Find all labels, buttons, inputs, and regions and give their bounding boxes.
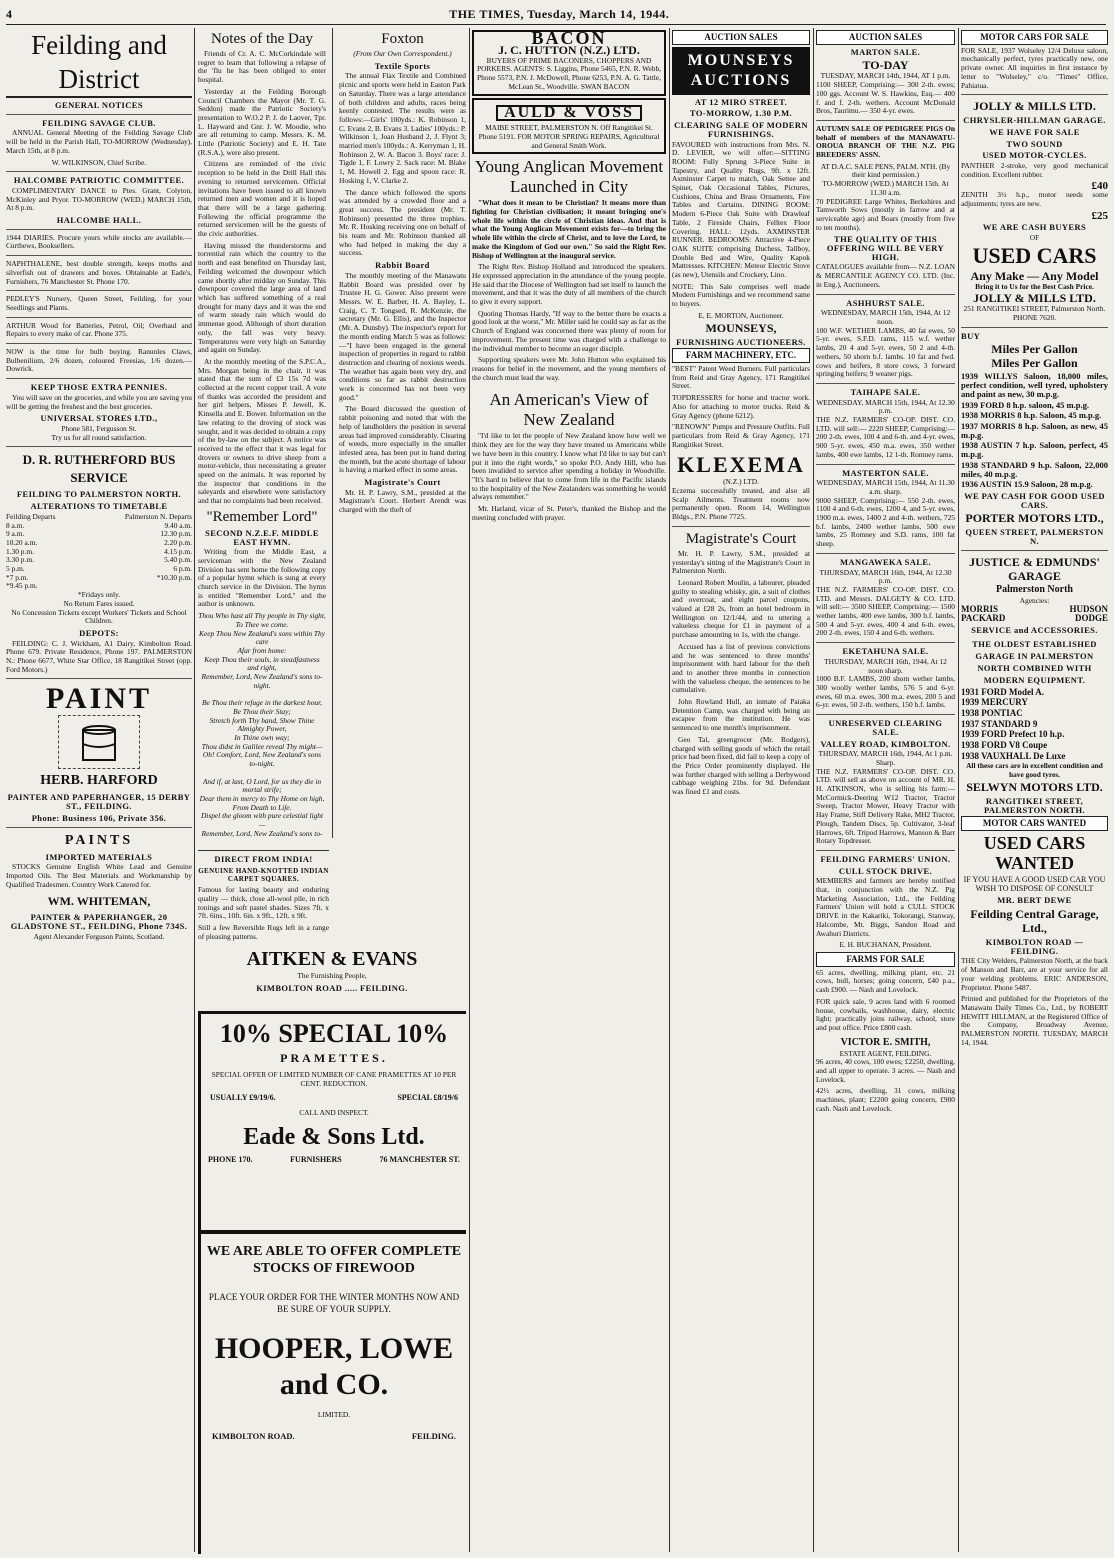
mounseys-logo: MOUNSEYS AUCTIONS	[687, 51, 795, 89]
selwyn-motors: SELWYN MOTORS LTD.	[966, 779, 1103, 794]
bus-timetable-row: 1.30 p.m. 4.15 p.m.	[6, 546, 192, 556]
two-sound: TWO SOUND	[1006, 138, 1063, 149]
we-have-for-sale: WE HAVE FOR SALE	[989, 126, 1080, 137]
taihape-body: THE N.Z. FARMERS' CO-OP. DIST. CO. LTD. will sell:— 2220 SHEEP, Comprising:— 200 2-th. ewes, 100 4 and 6-th. and 4-yr. ewes, 900 5-yr. ewes, 450 m.a. ewes, 350 wether lambs, 400 ewe lambs, 12 1-th. Romney rams.	[816, 415, 955, 459]
hooper-name: HOOPER, LOWE and CO.	[214, 1332, 454, 1401]
of-word: OF	[1029, 232, 1040, 242]
special-call: CALL AND INSPECT.	[299, 1108, 369, 1118]
mounseys-clearing: CLEARING SALE OF MODERN FURNISHINGS.	[674, 120, 808, 139]
herb-phone: Phone: Business 106, Private 356.	[31, 812, 167, 823]
union-body: MEMBERS and farmers are hereby notified that, in conjunction with the N.Z. Pig Marketing Association, Ltd., the Feilding Farmers' Union will hold a CULL STOCK DRIVE in the Kakariki, Tokorangi, Stanway, Halcombe, Mt. Biggs, Sandon Road and Awahuri Districts.	[816, 876, 955, 938]
farm-ad: "RENOWN" Pumps and Pressure Outfits. Full particulars from Reid & Gray Agency, 171 Rangitikei Street.	[672, 422, 810, 449]
farms-for-sale-header: FARMS FOR SALE	[816, 952, 955, 967]
used-car-item: 1938 VAUXHALL De Luxe	[961, 750, 1066, 761]
bus-depots: DEPOTS:	[79, 627, 119, 638]
naphthalene-notice: NAPHTHALENE, best double strength, keeps moths and silverfish out of drawers and boxes. Obtainable at Eade's, Furnishers, 76 Manchester St. Phone 170.	[6, 259, 192, 286]
eketahuna-date: THURSDAY, MARCH 16th, 1944, At 12 noon sharp.	[824, 656, 947, 675]
bus-timetable-row: *7 p.m. *10.30 p.m.	[6, 572, 192, 582]
court-paragraph: Accused has a list of previous convictions and he was sentenced to three months' imprisonment with hard labour for the theft and to another three months in connection with the valueless cheque, the sentences to be cumulative.	[672, 641, 810, 695]
feilding-central-garage: Feilding Central Garage, Ltd.,	[970, 907, 1099, 936]
used-car-item: 1937 STANDARD 9	[961, 718, 1038, 729]
aitken-subtitle: The Furnishing People,	[297, 971, 367, 980]
pedley-notice: PEDLEY'S Nursery, Queen Street, Feilding, for your Seedlings and Plants.	[6, 294, 192, 312]
prametts-special-ad	[198, 1011, 466, 1233]
mpg-car-list	[961, 372, 1108, 488]
bus-note-3: No Concession Tickets except Workers' Tickets and School Children.	[11, 607, 187, 626]
rabbit-board-paragraph: The monthly meeting of the Manawatu Rabbit Board was presided over by Trustee H. G. Gower. Also present were Messrs. W. E. Barber, H. A. Bayley, L. Craig, C. T. Tongsed, R. McKenzie, the secretary (Mr. G. Ellis), and the Inspector (Mr. A. Dunsby). The inspector's report for the month ending March 5 was as follows:—"I have been engaged in the general inspection of properties in regard to rabbit destruction and clearing of noxious weeds. The weather has again been very dry, and conditions so far as rabbit destruction work is concerned has not been very good."	[338, 270, 466, 402]
whiteman-subtitle: PAINTER & PAPERHANGER, 20 GLADSTONE ST., FEILDING, Phone 734S.	[10, 912, 188, 932]
aitken-name: AITKEN & EVANS	[246, 948, 418, 970]
auction-sales-header: AUCTION SALES	[672, 30, 810, 45]
used-motor-cycles: USED MOTOR-CYCLES.	[982, 150, 1087, 161]
bus-alterations: ALTERATIONS TO TIMETABLE	[30, 501, 168, 512]
auld-voss-ad	[472, 98, 666, 155]
magistrate-court-title: Magistrate's Court	[685, 530, 797, 547]
mpg-car-item: 1939 WILLYS Saloon, 18,000 miles, perfect condition, well tyred, upholstery and paint as new, 30 m.p.g.	[961, 371, 1108, 399]
paints-heading: PAINTS	[64, 832, 134, 848]
used-car-item: 1938 PONTIAC	[961, 707, 1023, 718]
bus-subtitle: FEILDING TO PALMERSTON NORTH.	[16, 489, 182, 500]
whiteman-agent: Agent Alexander Ferguson Paints, Scotland.	[33, 931, 165, 941]
foxton-court-title: Magistrate's Court	[364, 477, 441, 488]
paints-subtitle: IMPORTED MATERIALS	[45, 851, 153, 862]
taihape-sale: TAIHAPE SALE.	[850, 386, 921, 397]
hutton-ad	[472, 30, 666, 96]
foxton-paragraph: The annual Flax Textile and Combined picnic and sports were held in Easton Park on Saturday. There was a large attendance of both children and adults, races being keenly contested. The results were as follows:—Girls' 100yds.: K. Robinson 1, C. Evans 2, B. Evans 3. Ladies' 100yds.: P. Wilkinson 1, Joan Husband 2, J. Flynt 3; married men's 100yds.: A. Kerryman 1, H. Robinson 2, W. A. Bacon 3. Boys' race: J. Tigde 1, F. Lowry 2. Sack race: M. Blake 1, M. Howell 2. Egg and spoon race: R. Hosking 1, V. Clarke 2.	[338, 71, 466, 185]
bert-dewe: MR. BERT DEWE	[997, 895, 1072, 906]
farm-listing: 96 acres, 40 cows, 100 ewes; £2250, dwelling, and all upper to operate. 3 acres. — Nash and Lovelock.	[816, 1057, 955, 1084]
cull-stock: CULL STOCK DRIVE.	[838, 865, 933, 876]
mpg-car-item: 1938 AUSTIN 7 h.p. Saloon, perfect, 45 m.p.g.	[961, 440, 1108, 460]
eketahuna-sale: EKETAHUNA SALE.	[842, 646, 929, 657]
carpet-body: Famous for lasting beauty and enduring quality — thick, close all-wool pile, in rich tonings and soft pastel shades. Sizes 7ft. x 7ft. 6ins., 10ft. 6in. x 9ft., 12ft. x 9ft.	[198, 885, 329, 921]
motor-cars-for-sale-header: MOTOR CARS FOR SALE	[961, 30, 1108, 45]
unreserved-sale: UNRESERVED CLEARING SALE.	[828, 718, 943, 737]
farm-listing: 65 acres, dwelling, milking plant, etc. 21 cows, bull, horses; going concern, £40 p.a., cash £900. — Nash and Lovelock.	[816, 967, 955, 995]
panther-ad: PANTHER 2-stroke, very good mechanical condition. Excellent rubber.	[961, 161, 1108, 179]
eade-furnishers: FURNISHERS	[290, 1154, 342, 1164]
taihape-date: WEDNESDAY, MARCH 15th, 1944, At 12.30 p.m.	[816, 397, 955, 416]
halcombe-sign: HALCOMBE HALL.	[56, 215, 142, 226]
general-notices-heading: GENERAL NOTICES	[55, 100, 143, 110]
eade-address: 76 MANCHESTER ST.	[379, 1154, 460, 1164]
page-number: 4	[6, 6, 13, 21]
any-make: Any Make — Any Model	[970, 268, 1099, 283]
court-paragraph: Geo Tal, greengrocer (Mr. Rodgers), charged with selling goods of which the retail price had been fixed, did fail to keep a copy of the Price Order prominently displayed. He was further charged with selling a Derbywood cabbage weighing 21bs. for 9d. Defendant was fined £1 and costs.	[672, 734, 810, 797]
mounseys-when: TO-MORROW, 1.30 P.M.	[689, 108, 793, 119]
universal-try: Try us for all round satisfaction.	[51, 432, 147, 442]
porter-address: QUEEN STREET, PALMERSTON N.	[965, 527, 1104, 547]
halcombe-title: HALCOMBE PATRIOTIC COMMITTEE.	[13, 175, 185, 186]
mounseys-name: MOUNSEYS,	[705, 320, 777, 335]
diaries-notice: 1944 DIARIES. Procure yours while stocks are available.—Curthews, Booksellers.	[6, 232, 192, 251]
justice-location: Palmerston North	[996, 583, 1073, 595]
autumn-when: TO-MORROW (WED.) MARCH 15th. At 11.30 a.m.	[822, 179, 949, 197]
agencies-label: Agencies:	[1019, 595, 1050, 605]
marton-body: 1100 SHEEP, Comprising:— 300 2-th. ewes; 100 ggs. Account W. S. Hawkins, Esq.— 400 f. and f. 2-th. wethers. Account McDonald Bros, Taurimu.— 350 4-yr. ewes.	[816, 80, 955, 116]
savage-club-sign: W. WILKINSON, Chief Scribe.	[51, 157, 147, 167]
buy-word: BUY	[961, 330, 981, 341]
section-banner: Feilding and District	[6, 28, 192, 98]
smith-name: VICTOR E. SMITH,	[840, 1036, 931, 1048]
mounseys-logo-block	[672, 47, 810, 95]
bus-timetable-row: 10.20 a.m. 2.20 p.m.	[6, 537, 192, 547]
mpg-car-item: 1937 MORRIS 8 h.p. Saloon, as new, 45 m.p.g.	[961, 420, 1108, 440]
klexema-body: Eczema successfully treated, and also all Scalp Ailments. Treatment rooms now permanently open. Room 14, Wellington Bldgs., P.N. Phone 7725.	[672, 486, 810, 522]
carpet-note: Still a few Reversible Rugs left in a range of pleasing patterns.	[198, 922, 329, 941]
column-2	[198, 28, 466, 1554]
zenith-price: £25	[1091, 209, 1108, 222]
savage-club-notice: ANNUAL General Meeting of the Feilding Savage Club will be held in the Parish Hall, TO-MORROW (Wednesday), March 15th, at 8 p.m.	[6, 128, 192, 155]
farm-listing: 42½ acres, dwelling, 31 cows, milking machines, plant; £2200 going concern, £900 cash. Nash and Lovelock.	[816, 1086, 955, 1113]
notes-paragraph: Yesterday at the Feilding Borough Council Chambers the Mayor (Mr. T. G. Seddon) made the Patriotic Society's presentation to W.O.2 P. J. de Laover, Tpr. L. Hayward and Gnr. J. W. Moodie, who are all returning to camp. Messrs. K. M. Little (Patriotic Society) and E. H. Tate (R.S.A.), were also present.	[198, 86, 326, 157]
auld-voss-body: MAIBE STREET, PALMERSTON N. Off Rangitikei St. Phone 5191. FOR MOTOR SPRING REPAIRS, Agricultural and General Smith Work.	[478, 123, 660, 150]
if-you-have: IF YOU HAVE A GOOD USED CAR YOU WISH TO DISPOSE OF CONSULT	[963, 874, 1106, 893]
union-sign: E. H. BUCHANAN, President.	[839, 940, 932, 950]
column-3	[472, 28, 666, 1554]
notes-paragraph: Having missed the thunderstorms and torrential rain which the country to the north and east benefited on Thursday last, Feilding welcomed the downpour which came shortly after midday on Sunday. This downpour covered the large area of land which has suffered something of a real drought for many days and it was the end of warm steady rain which would do immense good. Although of short duration only, the fall was very heavy. Temperatures were very high on Saturday and again on Sunday.	[198, 240, 326, 355]
mounseys-body: FAVOURED with instructions from Mrs. N. D. LEVIER, we will offer:—SITTING ROOM: Fully Sprung 3-Piece Suite in Tapestry, and Quality Rugs, 9ft. x 12ft. Axminster Carpet to match, Oak Settee and Spinet, Oak Occasional Tables, Pictures, Cushions, China and Brass Ornaments, Fire Tables and Curtains. DINING ROOM: Modern 6-Piece Oak Suite with Drawleaf Table, 2 Fireside Chairs, Felltex Floor Covering. HALL: 12yds. AXMINSTER RUNNER. BEDROOMS: Attractive 4-Piece OAK SUITE comprising Duchess, Tallboy, Double Bed and Wire, Quality Kapok Mattresses. KITCHEN: Meteor Electric Stove (as new), Utensils and Crockery, Lino.	[672, 139, 810, 280]
jolly-mills-subtitle: CHRYSLER-HILLMAN GARAGE.	[963, 115, 1106, 126]
court-paragraph: Mr. H. P. Lawry, S.M., presided at yesterday's sitting of the Magistrate's Court in Palmerston North.	[672, 548, 810, 576]
klexema-subtitle: (N.Z.) LTD.	[723, 477, 759, 487]
special-item: PRAMETTES.	[280, 1051, 388, 1065]
jolly-mills-name-2: JOLLY & MILLS LTD.	[973, 291, 1096, 306]
whiteman-name: WM. WHITEMAN,	[47, 894, 151, 909]
panther-price: £40	[1091, 180, 1108, 193]
jolly-mills-name: JOLLY & MILLS LTD.	[973, 99, 1096, 114]
mpg-car-item: 1938 MORRIS 8 h.p. Saloon, 45 m.p.g.	[961, 410, 1102, 421]
foxton-title: Foxton	[381, 31, 424, 47]
agency-dodge: DODGE	[1074, 613, 1108, 624]
column-6	[961, 28, 1108, 1554]
agency-morris: MORRIS	[961, 604, 999, 615]
bus-timetable-header: Feilding Departs Palmerston N. Departs	[6, 511, 192, 521]
carpet-ad	[198, 852, 329, 944]
autumn-body: 70 PEDIGREE Large Whites, Berkshires and Tamworth Sows (mostly in farrow and at serviceable age) and Boars (mostly from five to ten months).	[816, 196, 955, 232]
central-address: KIMBOLTON ROAD — FEILDING.	[985, 937, 1084, 956]
ashhurst-date: WEDNESDAY, MARCH 15th, 1944, At 12 noon.	[820, 308, 951, 326]
foxton-column	[339, 28, 466, 838]
selwyn-address: RANGITIKEI STREET, PALMERSTON NORTH.	[983, 795, 1086, 815]
hooper-limited: LIMITED.	[317, 1410, 351, 1419]
today-heading: TO-DAY	[862, 58, 909, 73]
paint-heading: PAINT	[45, 682, 153, 716]
farm-ad: TOPDRESSERS for horse and tractor work. Also for attaching to motor trucks. Reid & Gray Agency (phone 6212).	[672, 393, 810, 420]
pennies-body: You will save on the groceries, and while you are saving you will be getting the freshest and the best groceries.	[6, 392, 192, 411]
hutton-name: J. C. HUTTON (N.Z.) LTD.	[498, 42, 640, 57]
firewood-ad	[198, 1231, 466, 1554]
paint-tin-illustration	[58, 715, 140, 769]
masterton-date: WEDNESDAY, MARCH 15th, 1944, At 11.30 a.m. sharp.	[816, 478, 955, 496]
bulbs-notice: NOW is the time for bulb buying. Ranunles Claws, Bulbenilium, 2/6 dozen, coloured Freesias, 1/6 dozen.—Dowrick.	[6, 347, 192, 374]
mounseys-sign: E. E. MORTON, Auctioneer.	[698, 310, 784, 320]
notes-paragraph: Citizens are reminded of the civic reception to be held in the Drill Hall this evening to returned servicemen. Official invitations have been issued to all known returned men and women and it is hoped that there will be a large gathering. Following the official programme the returned servicemen will be the guests of the civic authorities.	[198, 159, 326, 239]
rabbit-board-paragraph: The Board discussed the question of rabbit poisoning and noted that with the help of landholders the position in several areas had improved considerably. Clearing of weeds, more especially in the smaller infested area, has been put in hand during the month, but the acute shortage of labour is having a marked effect in some areas.	[338, 404, 466, 475]
remember-lord-title: "Remember Lord"	[206, 508, 318, 525]
masthead	[6, 4, 1106, 25]
marton-sale: MARTON SALE.	[850, 46, 921, 57]
bus-timetable-row: 9 a.m. 12.30 p.m.	[6, 529, 192, 539]
foxton-byline: (From Our Own Correspondent.)	[353, 49, 452, 58]
firewood-subtitle: PLACE YOUR ORDER FOR THE WINTER MONTHS NOW AND BE SURE OF YOUR SUPPLY.	[208, 1292, 460, 1314]
smith-subtitle: ESTATE AGENT, FEILDING.	[839, 1048, 932, 1058]
mpg-car-item: 1939 FORD 8 h.p. saloon, 45 m.p.g.	[961, 399, 1089, 410]
farmers-union: FEILDING FARMERS' UNION.	[820, 853, 951, 864]
hooper-address: KIMBOLTON ROAD.	[212, 1430, 295, 1441]
valley-date: THURSDAY, MARCH 16th, 1944, At 1 p.m. Sharp.	[818, 749, 953, 767]
mangaweka-sale: MANGAWEKA SALE.	[839, 556, 931, 567]
herb-harford: HERB. HARFORD	[40, 773, 158, 789]
mpg-car-item: 1938 STANDARD 9 h.p. Saloon, 22,000 miles, 40 m.p.g.	[961, 459, 1108, 479]
rabbit-board-title: Rabbit Board	[375, 260, 430, 271]
bus-timetable-row: 5 p.m. 6 p.m.	[6, 564, 192, 574]
porter-motors: PORTER MOTORS LTD.,	[965, 511, 1104, 526]
mpg-car-item: 1936 AUSTIN 15.9 Saloon, 28 m.p.g.	[961, 479, 1093, 490]
young-anglican-title: Young Anglican Movement Launched in City	[474, 157, 664, 197]
bacon-logo: BACON	[531, 28, 607, 48]
young-anglican-paragraph: Quoting Thomas Hardy, "If way to the better there be exacts a good look at the worst," Mr. Miller said he could say as far as the Church of England was concerned there was plenty of room for improvement. The present time was charged with a challenge to the individual member to become an eager disciple.	[472, 308, 666, 353]
autumn-quality: THE QUALITY OF THIS OFFERING WILL BE VERY HIGH.	[826, 234, 945, 262]
notes-paragraph: At the monthly meeting of the S.P.C.A., Mrs. Morgan being in the chair, it was stated that the sum of £3 15s 7d was collected at the recent copper trail. A vote of thanks was accorded the president and her girl helpers, Misses P. Jewell, K. Kinsella and E. Bower. Information on the law relating to the droving of stock was sought, and it was decided to obtain a copy of the by-law on the subject. A notice was received to the effect that it was legal for drovers or owners to drive sheep from a motor-vehicle, thus necessitating a greater speed on the animals. It was reported by the inspector that conditions in the saleyards and elsewhere were satisfactory and that no complaints had been received.	[198, 356, 326, 506]
mounseys-furnishing: FURNISHING AUCTIONEERS.	[676, 336, 806, 347]
cash-buyers: WE ARE CASH BUYERS	[982, 222, 1087, 233]
eade-phone: PHONE 170.	[208, 1154, 253, 1164]
farm-ad: "BEST" Patent Weed Burners. Full particulars from Reid and Gray Agency, 171 Rangitikei Street.	[672, 363, 810, 391]
column-5	[816, 28, 955, 1554]
eketahuna-body: 1000 B.F. LAMBS, 200 shorn wether lambs, 300 woolly wether lambs, 576 5 and 6-yr. ewes, 60 m.a. ewes, 300 m.a. ewes, 200 5 and 6-yr. ewes, 50 2-th. wethers, 150 b.f. lambs.	[816, 674, 955, 710]
carpet-title: DIRECT FROM INDIA!	[214, 854, 313, 864]
ashhurst-sale: ASHHURST SALE.	[846, 297, 925, 308]
miles-per-gallon: Miles Per Gallon	[991, 342, 1078, 357]
bus-title: D. R. RUTHERFORD BUS SERVICE	[22, 452, 176, 486]
we-pay-cash: WE PAY CASH FOR GOOD USED CARS.	[964, 490, 1105, 510]
young-anglican-paragraph: "What does it mean to be Christian? It means more than fighting for Christian civilisation; it meant bringing one's whole life within the circle of Christian ideas. And that is what the Young Anglican Movement exists for—to bring the whole life within the circle of Christ, and to love the Lord, to make the Kingdom of God our own." So said the Right Rev. Bishop of Wellington at the inaugural service.	[472, 198, 666, 260]
notes-title: Notes of the Day	[210, 31, 314, 47]
savage-club-title: FEILDING SAVAGE CLUB.	[42, 117, 156, 128]
used-car-item: 1939 FORD Prefect 10 h.p.	[961, 729, 1065, 740]
hutton-body: BUYERS OF PRIME BACONERS, CHOPPERS AND PORKERS. AGENTS: S. Liggins, Phone 5465, P.N. R. Webb, Phone 5573, P.N. J. McDowell, Phone 6253, P.N. A. G. Tattle, McLean St., Woodville. SWAN BACON	[476, 55, 662, 91]
special-title: 10% SPECIAL 10%	[219, 1019, 449, 1048]
used-car-list	[961, 688, 1108, 761]
used-car-item: 1931 FORD Model A.	[961, 686, 1044, 697]
column-4	[672, 28, 810, 1554]
auction-sales-header-2: AUCTION SALES	[816, 30, 955, 45]
masterton-body: 9000 SHEEP, Comprising:— 550 2-th. ewes, 1100 4 and 6-th. ewes, 1200 4, and 5-yr. ewes, 1900 m.a. ewes, 1400 2 and 4-th. wethers, 725 b.f. lambs, 2400 wether lambs, 500 ewe lambs, 25 Romney and S.D. rams, 100 fat sheep.	[816, 495, 955, 549]
carpet-subtitle: GENUINE HAND-KNOTTED INDIAN CARPET SQUARES.	[198, 866, 329, 884]
bus-depot-text: FEILDING: C. J. Wickham, A1 Dairy, Kimbolton Road. Phone 679. Private Residence, Phone 197. PALMERSTON N.: Phone 6677, White Star Office, 18 Rangitikei Street (opp. Ford Motors.)	[6, 638, 192, 674]
remember-lord-intro: Writing from the Middle East, a serviceman with the New Zealand Division has sent home the following copy of a popular hymn which is sung at every church service in the Division. The hymn is entitled "Remember Lord," and the author is unknown.	[198, 547, 326, 609]
oldest-garage: THE OLDEST ESTABLISHED GARAGE IN PALMERSTON NORTH COMBINED WITH MODERN EQUIPMENT.	[972, 638, 1097, 685]
mangaweka-date: THURSDAY, MARCH 16th, 1944, At 12.30 p.m.	[819, 567, 952, 586]
special-price: SPECIAL £8/19/6	[397, 1093, 458, 1103]
service-accessories: SERVICE and ACCESSORIES.	[971, 624, 1098, 635]
notes-paragraph: Friends of Cr. A. C. McCorkindale will regret to learn that following a relapse of the 'flu he has been obliged to enter hospital.	[198, 49, 326, 85]
bus-timetable-row: *9.45 p.m.	[6, 581, 38, 591]
farm-machinery-header: FARM MACHINERY, ETC.	[672, 348, 810, 363]
wolseley-ad: FOR SALE, 1937 Wolseley 12/4 Deluxe saloon, mechanically perfect, tyres practically new, one private owner. All inquiries in first instance by letter to "Wolseley," c/o. "Times" Office, Pahiatua.	[961, 45, 1108, 90]
aitken-evans-ad	[198, 946, 466, 994]
universal-phone: Phone 581, Fergusson St.	[61, 423, 137, 433]
used-car-item: 1938 FORD V8 Coupe	[961, 740, 1048, 751]
justice-edmunds: JUSTICE & EDMUNDS' GARAGE	[969, 554, 1100, 583]
court-paragraph: Leonard Robert Moulin, a labourer, pleaded guilty to stealing whisky, gin, a suit of clothes and overcoat, and eight parcel coupons, valued at £28 2s, from an hotel bedroom in Wellington on 12/1/44, and to uttering a valueless cheque for £1 in payment of a purchase amounting to 1s, with the change.	[672, 577, 810, 640]
bus-timetable	[6, 522, 192, 592]
halcombe-notice: COMPLIMENTARY DANCE to Ptes. Grant, Colyton, McKinley and Pryor. TO-MORROW (WED.) MARCH 15th, At 8 p.m.	[6, 185, 192, 213]
bring-it: Bring it to Us for the Best Cash Price.	[975, 281, 1094, 291]
mounseys-address: AT 12 MIRO STREET.	[694, 96, 788, 107]
usual-price: USUALLY £9/19/6.	[210, 1093, 276, 1103]
mangaweka-body: THE N.Z. FARMERS' CO-OP. DIST. CO. LTD. and Messrs. DALGETY & CO. LTD. will sell:— 3500 SHEEP, Comprising:— 1500 wether lambs, 400 ewe lambs, 300 b.f. lambs, 500 4 and 5-yr. ewes, 400 4 and 6-th. ewes, 200 2-th. ewes, 150 4 and 6-th. wethers.	[816, 584, 955, 638]
american-view-title: An American's View of New Zealand	[489, 390, 649, 430]
eade-name: Eade & Sons Ltd.	[243, 1123, 425, 1150]
agency-packard: PACKARD	[961, 613, 1006, 624]
auld-voss-logo: AULD & VOSS	[496, 105, 642, 122]
foxton-court-paragraph: Mr. H. P. Lawry, S.M., presided at the Magistrate's Court. Herbert Arendt was charged with the theft of	[338, 487, 466, 515]
court-paragraph: John Rowland Hull, an inmate of Paiaka Detention Camp, was charged with being an escapee from the institution. He was sentenced to one month's imprisonment.	[672, 697, 810, 733]
jolly-mills-address: 251 RANGITIKEI STREET, Palmerston North. PHONE 7620.	[963, 304, 1106, 323]
used-cars-wanted: USED CARS WANTED	[983, 832, 1086, 873]
paint-tin-icon	[69, 720, 129, 764]
arthur-notice: ARTHUR Wood for Batteries, Petrol, Oil; Overhaul and Repairs to every make of car. Phone 375.	[6, 320, 192, 339]
aitken-address: KIMBOLTON ROAD ..... FEILDING.	[256, 982, 408, 993]
masterton-sale: MASTERTON SALE.	[842, 467, 929, 478]
today-date: TUESDAY, MARCH 14th, 1944, AT 1 p.m.	[820, 71, 951, 81]
agency-hudson: HUDSON	[1069, 604, 1108, 615]
printer-imprint: Printed and published for the Proprietors of the Manawatu Daily Times Co., Ltd., by ROBERT HEWITT HILLMAN, at the Registered Office of the Company, Broadway Avenue, PALMERSTON NORTH. TUESDAY, MARCH 14, 1944.	[961, 994, 1108, 1047]
hooper-town: FEILDING.	[411, 1430, 456, 1441]
young-anglican-paragraph: Supporting speakers were Mr. John Hutton who explained his reasons for belief in the movement, and the young members of the church must lead the way.	[472, 355, 666, 382]
young-anglican-paragraph: The Right Rev. Bishop Holland and introduced the speakers. He expressed appreciation in the attendance of the young people. He said that the Diocese of Wellington had set itself to launch the movement, and that it was the duty of all members of the church to give it every support.	[472, 262, 666, 307]
used-car-item: 1939 MERCURY	[961, 697, 1028, 708]
bus-note-1: *Fridays only.	[77, 590, 121, 600]
special-body: SPECIAL OFFER OF LIMITED NUMBER OF CANE PRAMETTES AT 10 PER CENT. REDUCTION.	[211, 1070, 457, 1088]
remember-lord-subtitle: SECOND N.Z.E.F. MIDDLE EAST HYMN.	[205, 527, 319, 547]
motor-cars-wanted-header: MOTOR CARS WANTED	[961, 816, 1108, 831]
pennies-title: KEEP THOSE EXTRA PENNIES.	[30, 382, 168, 393]
american-view-paragraph: "I'd like to let the people of New Zealand know how well we think they are for the way they have treated us Americans while we have been in this country. I know what I'd like to say but can't put it into the right words," so spoke P.O. Andy Hill, who has been invalided to service after spending a holiday in Woodville. "It's hard to believe that to come from life in the Pacific islands to the hospitality of the New Zealanders was something he would always remember."	[472, 431, 666, 502]
notes-of-the-day	[198, 28, 326, 838]
universal-stores: UNIVERSAL STORES LTD.,	[40, 413, 158, 424]
city-welders: THE City Welders, Palmerston North, at the back of Manson and Barr, are at your service for all your welding problems. ERIC ANDERSON, Proprietor. Phone 5487.	[961, 956, 1108, 992]
valley-road: VALLEY ROAD, KIMBOLTON.	[820, 738, 951, 749]
american-view-paragraph: Mr. Harland, vicar of St. Peter's, thanked the Bishop and the meeting concluded with prayer.	[472, 504, 666, 522]
farm-listing: FOR quick sale, 9 acres land with 6 roomed house, cowbails, washhouse, dairy, electric light; practically joins railway, school, store and post office. Price £800 cash.	[816, 996, 955, 1032]
hymn-text: Thou Who hast all Thy people in Thy sight, To Thee we come. Keep Thou New Zealand's sons within Thy care Afar from home: Keep Thou their souls, in steadfastness and right, Remember, Lord, New Zealand's sons to-night. Be Thou their refuge in the darkest hour, Be Thou their Stay; Stretch forth Thy hand, Show Thine Almighty Power, In Thine own way; Thou didst in Galilee reveal Thy might— Oh! Comfort, Lord, New Zealand's sons to-night. And if, at last, O Lord, for us they die in mortal strife; Dear them in mercy to Thy Home on high, From Death to Life. Dispel the gloom with pure celestial light— Remember, Lord, New Zealand's sons to-	[198, 611, 326, 838]
firewood-title: WE ARE ABLE TO OFFER COMPLETE STOCKS OF FIREWOOD	[206, 1244, 462, 1276]
miles-per-gallon-2: Miles Per Gallon	[991, 356, 1078, 371]
autumn-catalogues: CATALOGUES available from— N.Z. LOAN & MERCANTILE AGENCY CO. LTD. (Inc. in Eng.), Auctioneers.	[816, 262, 955, 289]
foxton-paragraph: The dance which followed the sports was attended by a crowded floor and a great success. The president (Mr. T. Robinson) presented the three trophies. Mr. R. Hosking receiving one on behalf of his team and Mr. Robinson thanked all who had helped in making the day a success.	[338, 187, 466, 258]
bus-timetable-row: 3.30 p.m. 5.40 p.m.	[6, 555, 192, 565]
autumn-pig-sale: AUTUMN SALE OF PEDIGREE PIGS On behalf of members of the MANAWATU-OROUA BRANCH OF THE N.Z. PIG BREEDERS' ASSN.	[816, 123, 955, 160]
autumn-where: AT D.A.C. SALE PENS, PALM. NTH. (By their kind permission.)	[820, 161, 951, 180]
used-cars-heading: USED CARS	[972, 242, 1097, 268]
column-1	[6, 28, 192, 1554]
klexema-name: KLEXEMA	[677, 452, 805, 478]
zenith-ad: ZENITH 3½ h.p., motor needs some adjustments; tyres are new.	[961, 190, 1108, 208]
valley-body: THE N.Z. FARMERS' CO-OP. DIST. CO. LTD. will sell as above on account of MR. H. H. ATKINSON, who is selling his farm:— McCormick-Deering W12 Tractor, Tractor Sweep, Tractor Mower, Heavy Tractor with Hay Frame, Stiff Delivery Rake, MH2 Tractor, Plough, Tandem Discs, 5p. Cultivator, 3-leaf Harrows, 6ft. Tripod Harrows, Manson & Barr Rotary Topdresser.	[816, 766, 955, 846]
bus-note-2: No Return Fares issued.	[63, 598, 135, 608]
foxton-subhead: Textile Sports	[374, 60, 431, 71]
paper-title: THE TIMES, Tuesday, March 14, 1944.	[449, 6, 670, 21]
paints-body: STOCKS Genuine English White Lead and Genuine Imported Oils. The Best Materials and Workmanship by Qualified Tradesmen. Country Work Catered for.	[6, 862, 192, 889]
herb-subtitle: PAINTER AND PAPERHANGER, 15 DERBY ST., FEILDING.	[7, 792, 191, 812]
bus-timetable-row: 8 a.m. 9.40 a.m.	[6, 520, 192, 530]
all-these-cars: All these cars are in excellent condition and have good tyres.	[966, 761, 1103, 780]
ashhurst-body: 100 W.F. WETHER LAMBS, 40 fat ewes, 50 5-yr. ewes, S.F.D. rams, 115 w.f. wether lambs, 20 4 and 5-yr. ewes, 50 2 and 4-th. wethers, 50 shorn b.f. lambs. 10 fat and fwd. cows and heifers, 8 store cows, 3 forward springing heifers; 9 weaner pigs.	[816, 325, 955, 379]
mounseys-note: NOTE: This Sale comprises well made Modern Furnishings and we recommend same to buyers.	[672, 281, 810, 309]
